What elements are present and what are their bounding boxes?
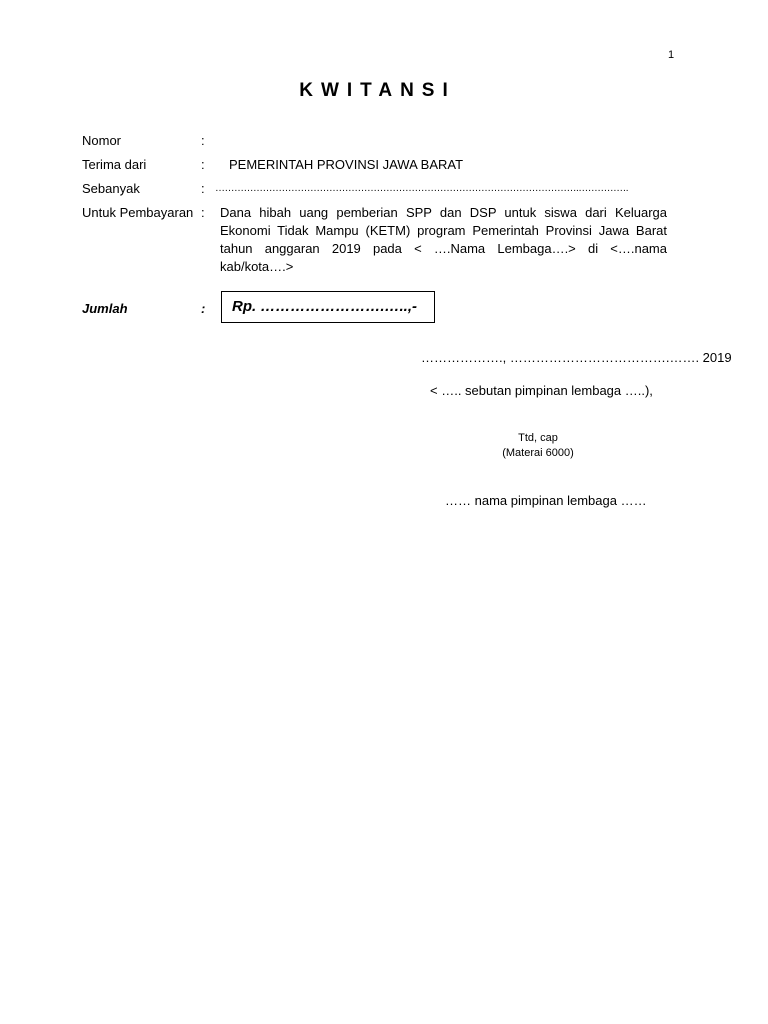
field-untuk-pembayaran [82,204,682,274]
leader-name-line: …… nama pimpinan lembaga …… [445,493,647,508]
field-colon: : [201,205,205,220]
field-colon: : [201,181,205,196]
field-label: Jumlah [82,301,128,316]
document-title: KWITANSI [299,80,456,101]
field-colon: : [201,301,206,316]
field-value: …………………………………………………………………………………………………….……………. [215,183,629,194]
stamp-duty-note: (Materai 6000) [502,447,574,459]
field-label: Sebanyak [82,181,140,196]
field-label: Terima dari [82,157,147,172]
field-value: PEMERINTAH PROVINSI JAWA BARAT [229,157,464,172]
field-label: Nomor [82,133,122,148]
field-colon: : [201,157,205,172]
place-date-line: ………………., ……………………………….……. 2019 [421,350,732,365]
amount-box: Rp. …………………….…..,- [221,291,435,323]
signature-stamp-note: Ttd, cap [518,432,558,444]
field-label: Untuk Pembayaran [82,205,194,220]
payment-description: Dana hibah uang pemberian SPP dan DSP untuk siswa dari Keluarga Ekonomi Tidak Mampu (KETM) program Pemerintah Provinsi Jawa Barat tahun anggaran 2019 pada < ….Nama Lembaga….> di <….nama kab/kota….> [220,205,667,274]
field-colon: : [201,133,205,148]
leader-title-line: < ….. sebutan pimpinan lembaga …..), [430,383,653,398]
page-number: 1 [668,49,675,61]
